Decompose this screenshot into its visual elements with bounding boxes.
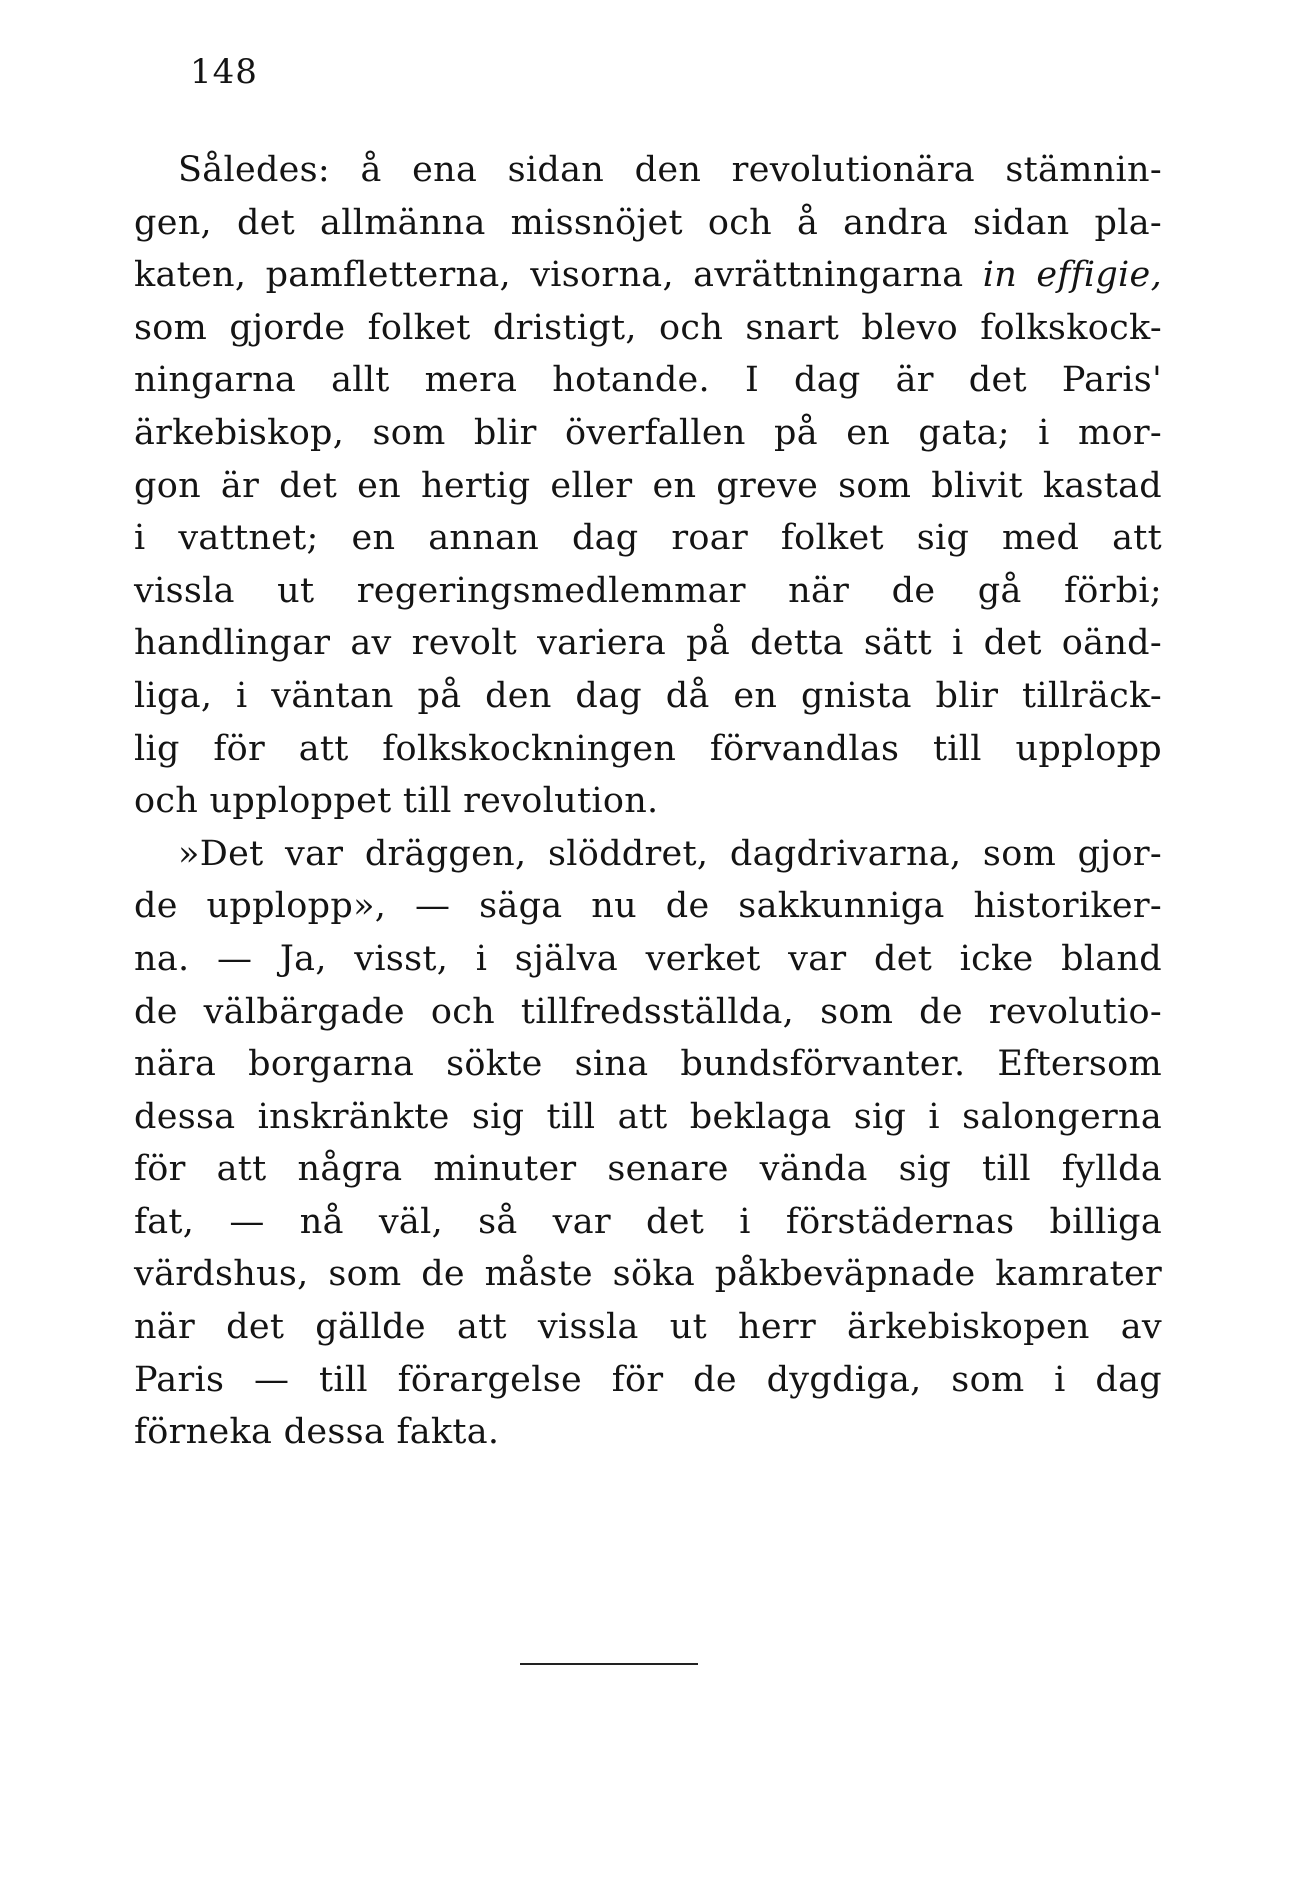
line-text: Paris — till förargelse för de dygdiga, som i dag [134,1359,1162,1400]
line-text: liga, i väntan på den dag då en gnista blir tillräck- [134,675,1162,716]
line-text: ärkebiskop, som blir överfallen på en gata; i mor- [134,412,1162,453]
line-text: na. — Ja, visst, i själva verket var det icke bland [134,938,1162,979]
line-text: som gjorde folket dristigt, och snart blevo folkskock- [134,307,1162,348]
text-line [134,880,1162,933]
page-number: 148 [190,52,258,92]
italic-phrase: in effigie, [982,255,1162,296]
text-line [134,670,1162,723]
line-text: lig för att folkskockningen förvandlas till upplopp [134,728,1162,769]
line-text: gen, det allmänna missnöjet och å andra sidan pla- [134,202,1162,243]
text-line [134,197,1162,250]
text-line [134,1354,1162,1407]
text-line [134,302,1162,355]
line-text: vissla ut regeringsmedlemmar när de gå förbi; [134,570,1162,611]
body-text [134,144,1162,1459]
line-text: gon är det en hertig eller en greve som blivit kastad [134,465,1162,506]
line-text: katen, pamfletterna, visorna, avrättningarna [134,255,983,296]
text-line [134,933,1162,986]
text-line [134,1196,1162,1249]
line-text: de välbärgade och tillfredsställda, som de revolutio- [134,991,1162,1032]
section-divider [520,1663,698,1665]
line-text: fat, — nå väl, så var det i förstädernas billiga [134,1201,1162,1242]
text-line [134,460,1162,513]
line-text: ningarna allt mera hotande. I dag är det Paris' [134,360,1162,401]
text-line [134,1301,1162,1354]
text-line [134,1248,1162,1301]
text-line [134,407,1162,460]
text-line [134,249,1162,302]
line-text: »Det var dräggen, slöddret, dagdrivarna, som gjor- [178,833,1162,874]
text-line [134,1406,1162,1459]
line-text: handlingar av revolt variera på detta sätt i det oänd- [134,623,1162,664]
line-text: och upploppet till revolution. [134,781,659,822]
text-line [134,144,1162,197]
text-line [134,828,1162,881]
line-text: nära borgarna sökte sina bundsförvanter. Eftersom [134,1044,1162,1085]
text-line [134,775,1162,828]
text-line [134,986,1162,1039]
line-text: i vattnet; en annan dag roar folket sig med att [134,518,1162,559]
text-line [134,617,1162,670]
text-line [134,723,1162,776]
line-text: Således: å ena sidan den revolutionära stämnin- [178,150,1162,190]
line-text: när det gällde att vissla ut herr ärkebiskopen av [134,1307,1162,1348]
line-text: för att några minuter senare vända sig till fyllda [134,1149,1162,1190]
text-line [134,354,1162,407]
text-line [134,512,1162,565]
text-line [134,565,1162,618]
text-line [134,1091,1162,1144]
line-text: värdshus, som de måste söka påkbeväpnade kamrater [134,1254,1162,1295]
text-line [134,1143,1162,1196]
line-text: dessa inskränkte sig till att beklaga sig i salongerna [134,1096,1162,1137]
line-text: de upplopp», — säga nu de sakkunniga historiker- [134,886,1162,927]
text-line [134,1038,1162,1091]
line-text: förneka dessa fakta. [134,1412,500,1453]
